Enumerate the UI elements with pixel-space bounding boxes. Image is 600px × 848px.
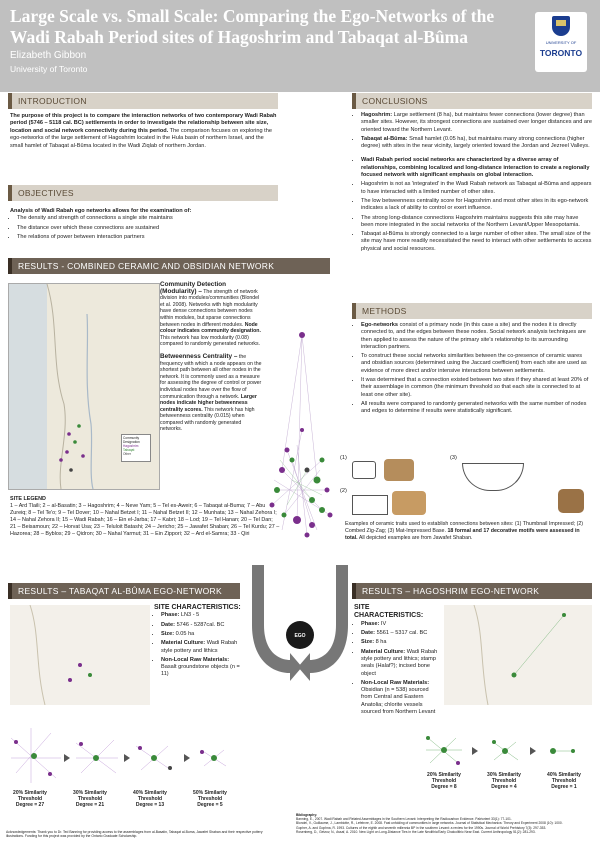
methods-list (354, 322, 592, 416)
hagoshrim-nonlocal (361, 680, 440, 716)
value: IV (380, 620, 387, 627)
community-detection-text (160, 282, 262, 433)
label: Date: (161, 621, 175, 628)
site-legend-heading: SITE LEGEND (10, 496, 46, 502)
figure-label: (3) (450, 455, 457, 461)
value: 8 ha (375, 639, 387, 646)
objectives-heading: OBJECTIVES (8, 185, 278, 201)
base-photo (558, 489, 584, 513)
value: Obsidian (n = 538) sourced from Central and Eastern Anatolia; chlorite vessels sourced from Northern Levant (361, 687, 436, 716)
poster-title: Large Scale vs. Small Scale: Comparing the Ego-Networks of the Wadi Rabah Period sites of Hagoshrim and Tabaqat al-Bûma (10, 6, 495, 47)
sherd-photo (392, 491, 426, 515)
figure-label: (2) (340, 488, 347, 494)
objective-item: • The density and strength of connections a single site maintains (17, 215, 278, 222)
value: Wadi Rabah style pottery and lithics (161, 640, 238, 654)
threshold-degree: Degree = 4 (491, 784, 517, 790)
betweenness-bold: Larger nodes indicate higher betweenness centrality scores. (160, 393, 257, 413)
threshold-degree: Degree = 21 (75, 802, 105, 808)
tabaqat-phase (161, 612, 244, 619)
hagoshrim-threshold-30 (478, 772, 530, 790)
conclusion-body: Small hamlet (0.05 ha), but maintains many strong connections (higher degree) with sites in the near vicinity, largely oriented toward the Jordan and Jezreel Valleys. (361, 135, 590, 150)
introduction-text (10, 113, 278, 150)
bibliography-entry: Gopher, A. and Gophna, R. 1993. Cultures of the eighth and seventh millennia BP in the southern Levant: a review for the 1990s. Journal of World Prehistory 7(3): 297-353. (296, 825, 547, 830)
tabaqat-site-characteristics (154, 604, 244, 681)
introduction-heading: INTRODUCTION (8, 93, 278, 109)
threshold-degree: Degree = 8 (431, 784, 457, 790)
community-title: Community Detection (Modularity) – (160, 281, 227, 295)
hagoshrim-map-graph (444, 605, 592, 705)
conclusion-item (361, 157, 592, 179)
tabaqat-char-heading: SITE CHARACTERISTICS: (154, 604, 241, 611)
network-graph (262, 330, 342, 545)
base-drawing (462, 463, 524, 491)
conclusion-item (361, 136, 592, 151)
threshold-label: 20% Similarity Threshold (427, 772, 461, 784)
results-hagoshrim-heading: RESULTS – HAGOSHRIM EGO-NETWORK (352, 583, 592, 599)
hagoshrim-char-heading: SITE CHARACTERISTICS: (354, 604, 424, 620)
acknowledgements: Acknowledgements: Thank you to Dr. Ted Banning for providing access to the assemblages from al-Basatin, Tabaqat al-Buma, Jawafet Shaban and their respective pottery illustrations. Funding for this project was provided by the Ontario Graduate Scholarship. (6, 830, 263, 839)
sherd-drawing (352, 495, 388, 515)
objectives-lead: Analysis of Wadi Rabah ego networks allows for the examination of: (10, 208, 192, 214)
tabaqat-culture (161, 640, 244, 655)
tabaqat-threshold-20 (4, 790, 56, 808)
bibliography-entry: Banning, E., 2007. Wadi Rabah and Related Assemblages in the Southern Levant: Interpreting the Radiocarbon Evidence. Paléorient 33(1): 77-101. (296, 817, 512, 822)
threshold-label: 20% Similarity Threshold (13, 790, 47, 802)
site-legend (10, 496, 280, 538)
objectives-text (10, 208, 278, 243)
label: Material Culture: (161, 640, 206, 647)
sherd-drawing (352, 461, 376, 479)
hagoshrim-threshold-graphs (418, 728, 594, 773)
tabaqat-char-list (154, 612, 244, 678)
conclusion-body: Large settlement (8 ha), but maintains fewer connections (lower degree) than smaller sites. However, its strongest connections are sustained over longer distances and are oriented toward the Northern Levant. (361, 112, 593, 133)
methods-text (354, 322, 592, 418)
conclusion-label: Hagoshrim: (361, 112, 393, 118)
tabaqat-threshold-graphs (6, 728, 246, 788)
affiliation: University of Toronto (10, 64, 88, 74)
threshold-degree: Degree = 27 (15, 802, 45, 808)
tabaqat-threshold-30 (64, 790, 116, 808)
value: LN3 - 5 (180, 612, 200, 619)
bibliography-entry: Rosenberg, D., Getzov, N., Assaf, A. 2010. New Light on Long-Distance Ties in the Late Neolithic/Early Chalcolithic Near East. Current Anthropology 51(2): 281-293. (296, 829, 536, 834)
method-item: • To construct these social networks similarities between the co-presence of ceramic wares and obsidian sources (determined using the Jaccard coefficient) from each site are used as evidence of more direct and/or intensive interactions between settlements. (361, 353, 592, 375)
methods-heading: METHODS (352, 303, 592, 319)
community-body2: This network has low modularity (0.08) compared to randomly generated networks. (160, 334, 261, 348)
results-combined-heading: RESULTS - COMBINED CERAMIC AND OBSIDIAN NETWORK (8, 258, 330, 274)
label: Phase: (361, 620, 380, 627)
conclusions-text (354, 112, 592, 255)
method-item: • All results were compared to randomly generated networks with the same number of nodes and edges to determine if results were statistically significant. (361, 401, 592, 416)
threshold-label: 30% Similarity Threshold (73, 790, 107, 802)
value: Basalt groundstone objects (n = 11) (161, 664, 240, 678)
objective-item: • The distance over which these connections are sustained (17, 225, 278, 232)
betweenness-title: Betweenness Centrality – (160, 352, 238, 360)
label: Non-Local Raw Materials: (361, 679, 430, 686)
site-legend-text: 1 – Ard Tlaili; 2 – al-Basatin; 3 – Hagoshrim; 4 – Neve Yam; 5 – Tel es-Aweir; 6 – Tabaqat al-Buma; 7 – Abu Zureiq; 8 – Tel Te'o; 9 – Tel Dover; 10 – Nahal Betzet I; 11 – Nahal Betzet II; 12 – Munhata; 13 – Nahal Zehora I; 14 – Nahal Zehora II; 15 – Wadi Rabah; 16 – Ein el-Jarba; 17 – Kabri; 18 – Lod; 19 – Tel Hanan; 20 – Tel Dan; 21 – Beisamoun; 22 – Horvat Usa; 23 – Teluloit Batashi; 24 – Jericho; 25 – Jawafet Shaban; 26 – Tel Kurdu; 27 – Hazorea; 28 – Byblos; 29 – Qidron; 30 – Nahal Yarmut; 31 – Ein Zippori; 32 – Ard el-Samra; 33 - Qiri (10, 503, 280, 537)
label: Phase: (161, 612, 180, 619)
bibliography-entry: Blondel, V., Guillaume, J., Lambiotte, R., Lefebvre, E. 2008. Fast unfolding of communities in large networks. Journal of Statistical Mechanics: Theory and Experiment 2008 (10): 1000. (296, 821, 563, 826)
value: 5746 - 5287cal. BC (176, 621, 225, 628)
bibliography (296, 813, 594, 834)
method-item (361, 322, 592, 351)
figure-caption (345, 521, 593, 541)
objective-item: • The relations of power between interaction partners (17, 234, 278, 241)
betweenness-body: the frequency with which a node appears on the shortest path between all other nodes in the network. It is commonly used as a measure for assessing the degree of control or power individual nodes have over the flow of communication through a network. (160, 353, 262, 400)
legend-item: Tabaqat (123, 448, 135, 452)
label: Non-Local Raw Materials: (161, 656, 230, 663)
community-legend (121, 434, 151, 462)
threshold-label: 30% Similarity Threshold (487, 772, 521, 784)
figure-label: (1) (340, 455, 347, 461)
caption-end: All depicted examples are from Jawafet Shaban. (358, 534, 473, 541)
conclusion-item: • Hagoshrim is not as 'integrated' in the Wadi Rabah network as Tabaqat al-Bûma and appears to have interacted with a limited number of other sites. (361, 181, 592, 196)
caption-text: Examples of ceramic traits used to establish connections between sites: (1) Thumbnail Impressed; (2) Combed Zig-Zag; (3) Mat-Impressed Base. (345, 521, 584, 534)
legend-title: Community Designation (123, 436, 140, 444)
value: Wadi Rabah style pottery and lithics; stamp seals (Halaf?); incised bone object (361, 648, 438, 677)
threshold-label: 40% Similarity Threshold (133, 790, 167, 802)
conclusion-label: Tabaqat al-Bûma: (361, 135, 408, 142)
community-bold: Node colour indicates community designation. (160, 321, 261, 335)
network-map (8, 283, 160, 490)
conclusion-item: • Tabaqat al-Bûma is strongly connected to a large number of other sites. The small size of the site may have more readily necessitated the need to interact with other settlements to access physical and social resources. (361, 231, 592, 253)
conclusions-list-1 (354, 112, 592, 150)
caption-bold: 18 formal and 17 decorative motifs were assessed in total. (345, 527, 580, 541)
hagoshrim-map (444, 605, 592, 705)
conclusion-item: • The strong long-distance connections Hagoshrim maintains suggests this site may have been more integrated in the social networks of the Northern Levant/Upper Mesopotamia. (361, 215, 592, 230)
value: 0.05 ha (175, 631, 195, 637)
objectives-list (10, 215, 278, 241)
tabaqat-nonlocal (161, 657, 244, 679)
value: 5561 – 5317 cal. BC (376, 630, 428, 637)
hagoshrim-date (361, 630, 440, 637)
hagoshrim-threshold-40 (538, 772, 590, 790)
community-body: The strength of network division into modules/communities (Blondel et al. 2008). Networks with high modularity have dense connections between nodes within modules, but sparse connections between nodes in different modules. (160, 288, 260, 328)
threshold-degree: Degree = 13 (135, 802, 165, 808)
legend-item: Hagoshrim (123, 444, 139, 448)
hagoshrim-char-list (354, 621, 440, 717)
hagoshrim-culture (361, 649, 440, 678)
introduction-bold: The purpose of this project is to compare the interaction networks of two contemporary Wadi Rabah period (5746 – 5118 cal. BC) settlements in order to investigate the relationship between site size, location and social network connectivity during this period. (10, 113, 277, 134)
tabaqat-threshold-50 (184, 790, 236, 808)
tabaqat-size (161, 631, 244, 638)
method-label: Ego-networks (361, 322, 398, 328)
method-item: • It was determined that a connection existed between two sites if they shared at least 20% of their assemblage in common (the minimum threshold so that each site is connected to at least one other site). (361, 377, 592, 399)
label: Size: (161, 631, 175, 637)
tabaqat-date (161, 622, 244, 629)
conclusion-item (361, 112, 592, 134)
hagoshrim-size (361, 639, 440, 646)
university-logo (535, 12, 587, 72)
conclusions-heading: CONCLUSIONS (352, 93, 592, 109)
results-tabaqat-heading: RESULTS – TABAQAT AL-BÛMA EGO-NETWORK (8, 583, 240, 599)
threshold-degree: Degree = 1 (551, 784, 577, 790)
logo-text-small: UNIVERSITY OF (545, 40, 577, 45)
introduction-body: The comparison focuses on exploring the ego-networks of the large settlement of Hagoshrim located in the Hula basin of northern Israel, and the small hamlet of Tabaqat al-Bûma located in the Wadi Ziqlab of northern Jordan. (10, 127, 272, 149)
conclusion-item: • The low betweenness centrality score for Hagoshrim and most other sites in its ego-network indicates a lack of ability to control or exert influence. (361, 198, 592, 213)
tabaqat-threshold-40 (124, 790, 176, 808)
ceramic-figure (340, 455, 592, 517)
threshold-degree: Degree = 5 (197, 802, 223, 808)
ego-diagram (252, 565, 348, 705)
conclusions-list-2 (354, 157, 592, 253)
tabaqat-map-graph (10, 605, 150, 705)
label: Size: (361, 639, 375, 646)
threshold-label: 50% Similarity Threshold (193, 790, 227, 802)
bibliography-heading: Bibliography: (296, 813, 318, 817)
betweenness-body2: This network has high betweenness centrality (0.015) when compared with randomly generated networks. (160, 406, 255, 433)
hagoshrim-threshold-20 (418, 772, 470, 790)
label: Date: (361, 630, 375, 637)
author-name: Elizabeth Gibbon (10, 50, 87, 61)
ego-label: EGO (294, 633, 306, 639)
legend-item: Other (123, 452, 131, 456)
method-body: consist of a primary node (in this case a site) and the nodes it is directly connected to, and the edges between these nodes. Social network analysis techniques are then applied to assess the nature of the primary site's relationship to its surrounding interaction partners. (361, 322, 586, 350)
hagoshrim-site-characteristics (354, 604, 440, 718)
sherd-photo (384, 459, 414, 481)
logo-text: TORONTO (539, 48, 583, 58)
crest-icon (552, 16, 570, 36)
conclusion-label: Wadi Rabah period social networks are characterized by a diverse array of relationships, combining localized and long-distance interaction to create a regionally focused network with significant emphasis on global interaction. (361, 157, 590, 179)
hagoshrim-phase (361, 621, 440, 628)
tabaqat-map (10, 605, 150, 705)
label: Material Culture: (361, 648, 406, 655)
threshold-label: 40% Similarity Threshold (547, 772, 581, 784)
